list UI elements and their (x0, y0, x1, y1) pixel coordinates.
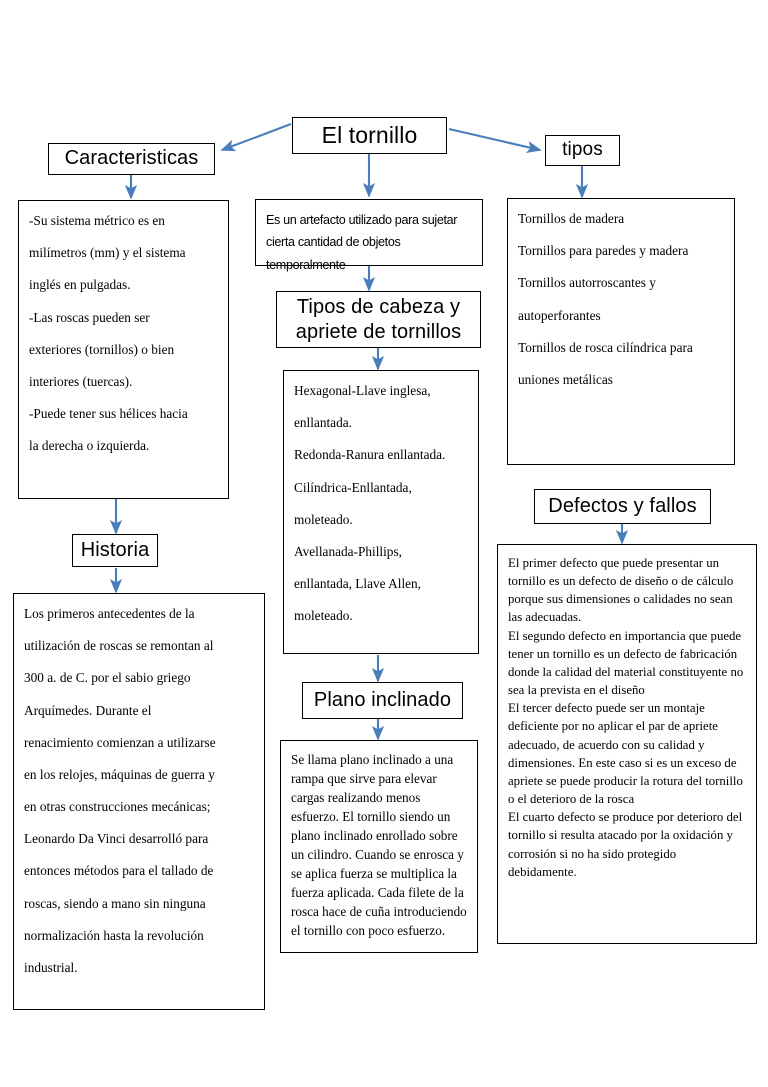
plano-inclinado-paragraph: Se llama plano inclinado a una rampa que sirve para elevar cargas realizando menos esfuerzo. El tornillo siendo un plano inclinado enrollado sobre un cilindro. Cuando se enrosca y se aplica fuerza se multiplica la fuerza aplicada. Cada filete de la rosca hace de cuña introduciendo el tornillo con poco esfuerzo. (291, 752, 467, 938)
node-plano-inclinado[interactable] (302, 682, 463, 719)
historia-line-10: roscas, siendo a mano sin ninguna (24, 895, 206, 911)
caracteristicas-line-3: inglés en pulgadas. (29, 277, 131, 293)
cabeza-line-7: enllantada, Llave Allen, (294, 576, 422, 592)
caracteristicas-line-2: milímetros (mm) y el sistema (29, 245, 186, 261)
tipos-line-4: autoperforantes (518, 307, 601, 323)
defectos-paragraph-4: El cuarto defecto se produce por deterioro del tornillo si resulta atacado por la oxidación y corrosión si no ha sido protegido debidamente. (508, 810, 743, 879)
tipos-line-2: Tornillos para paredes y madera (518, 243, 689, 259)
arrow-root-to-tipos (449, 129, 540, 150)
tipos-line-3: Tornillos autorroscantes y (518, 275, 656, 291)
historia-line-9: entonces métodos para el tallado de (24, 863, 214, 879)
cabeza-line-5: moleteado. (294, 511, 353, 527)
historia-label: Historia (80, 538, 150, 561)
intro-line-2: cierta cantidad de objetos (266, 235, 401, 250)
defectos-body-box (497, 544, 757, 944)
cabeza-line-3: Redonda-Ranura enllantada. (294, 447, 446, 463)
tipos-label: tipos (562, 139, 603, 161)
historia-line-3: 300 a. de C. por el sabio griego (24, 670, 191, 686)
defectos-paragraph-1: El primer defecto que puede presentar un tornillo es un defecto de diseño o de cálculo porque sus dimensiones o calidades no sean las adecuadas. (508, 556, 734, 625)
historia-body-box (13, 593, 265, 1010)
cabeza-line-8: moleteado. (294, 608, 353, 624)
historia-line-4: Arquímedes. Durante el (24, 702, 152, 718)
historia-line-7: en otras construcciones mecánicas; (24, 799, 211, 815)
defectos-paragraph-3: El tercer defecto puede ser un montaje deficiente por no aplicar el par de apriete adecuado, de acuerdo con su calidad y dimensiones. En este caso si es un exceso de apriete se puede producir la rotura del tornillo o el deterioro de la rosca (508, 701, 743, 807)
caracteristicas-line-7: -Puede tener sus hélices hacia (29, 406, 188, 422)
cabeza-line-6: Avellanada-Phillips, (294, 543, 402, 559)
historia-line-11: normalización hasta la revolución (24, 927, 204, 943)
tipos-cabeza-label (296, 295, 461, 345)
historia-line-6: en los relojes, máquinas de guerra y (24, 766, 215, 782)
node-historia[interactable] (72, 534, 158, 567)
intro-line-3: temporalmente (266, 257, 346, 272)
intro-line-1: Es un artefacto utilizado para sujetar (266, 213, 458, 227)
cabeza-line-4: Cilíndrica-Enllantada, (294, 479, 412, 495)
tipos-line-5: Tornillos de rosca cilíndrica para (518, 339, 693, 355)
tipos-cabeza-body-box (283, 370, 479, 654)
caracteristicas-line-6: interiores (tuercas). (29, 373, 133, 389)
root-node-el-tornillo[interactable] (292, 117, 447, 154)
node-caracteristicas[interactable] (48, 143, 215, 175)
caracteristicas-line-4: -Las roscas pueden ser (29, 309, 150, 325)
intro-definition-box (255, 199, 483, 272)
arrow-root-to-caracteristicas (222, 124, 291, 150)
cabeza-line-2: enllantada. (294, 415, 352, 431)
cabeza-line-1: Hexagonal-Llave inglesa, (294, 383, 431, 398)
tipos-cabeza-label-line-2: apriete de tornillos (295, 320, 462, 343)
defectos-label: Defectos y fallos (548, 494, 697, 517)
plano-inclinado-label: Plano inclinado (313, 688, 452, 711)
caracteristicas-line-1: -Su sistema métrico es en (29, 213, 165, 228)
tipos-line-1: Tornillos de madera (518, 211, 625, 226)
node-defectos-y-fallos[interactable] (534, 489, 711, 524)
node-tipos-de-cabeza[interactable] (276, 291, 481, 348)
root-node-label: El tornillo (321, 122, 418, 149)
historia-line-5: renacimiento comienzan a utilizarse (24, 734, 216, 750)
historia-line-1: Los primeros antecedentes de la (24, 606, 195, 621)
defectos-paragraph-2: El segundo defecto en importancia que puede tener un tornillo es un defecto de fabricación donde la calidad del material constituyente no sea la prevista en el diseño (508, 628, 744, 698)
plano-inclinado-body-box (280, 740, 478, 953)
caracteristicas-body-box (18, 200, 229, 499)
historia-line-12: industrial. (24, 959, 78, 975)
caracteristicas-line-5: exteriores (tornillos) o bien (29, 341, 175, 357)
node-tipos[interactable] (545, 135, 620, 166)
historia-line-8: Leonardo Da Vinci desarrolló para (24, 831, 209, 847)
tipos-body-box (507, 198, 735, 465)
tipos-line-6: uniones metálicas (518, 371, 613, 387)
tipos-cabeza-label-line-1: Tipos de cabeza y (296, 295, 461, 318)
caracteristicas-line-8: la derecha o izquierda. (29, 438, 150, 454)
caracteristicas-label: Caracteristicas (64, 147, 199, 170)
historia-line-2: utilización de roscas se remontan al (24, 638, 214, 654)
